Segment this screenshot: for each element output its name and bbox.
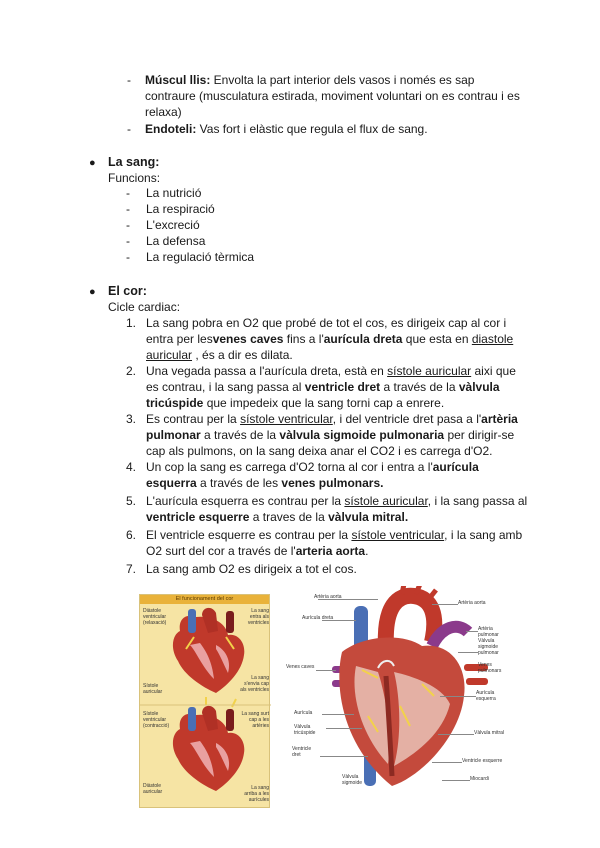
anatomy-label-left-6: Ventricle dret (292, 746, 312, 758)
step-number: 3. (126, 412, 137, 426)
bold-term: aurícula esquerra (146, 460, 479, 490)
endoteli-term: Endoteli: (145, 122, 197, 136)
sang-subheading: Funcions: (108, 171, 161, 185)
leader-line (438, 734, 474, 735)
dash-marker: - (126, 202, 130, 216)
step-text (146, 315, 531, 363)
left-label-3: Sístole auricular (143, 683, 163, 695)
leader-line (440, 696, 476, 697)
dash-marker: - (127, 122, 131, 136)
heart-anatomy-image (282, 586, 514, 810)
underlined-term: sístole auricular (387, 364, 472, 378)
bullet-icon: ● (89, 286, 96, 298)
step-text-segment: , i la sang amb O2 surt del cor a través de l' (146, 528, 523, 558)
step-text (146, 411, 531, 459)
bullet-icon: ● (89, 157, 96, 169)
step-text-segment: aixi que es contrau, i la sang passa al (146, 364, 516, 394)
step-text-segment: a través de la (380, 380, 459, 394)
bold-term: artèria pulmonar (146, 412, 518, 442)
left-label-8: La sang arriba a les aurícules (244, 785, 269, 803)
function-label: La nutrició (146, 186, 202, 200)
function-label: La defensa (146, 234, 206, 248)
bold-term: venes pulmonars. (281, 476, 384, 490)
sang-heading: La sang: (108, 155, 160, 169)
step-text-segment: , i del ventricle dret pasa a l' (332, 412, 482, 426)
step-text (146, 459, 531, 491)
anatomy-label-right-7: Ventricle esquerre (462, 758, 503, 764)
anatomy-label-right-8: Miocardi (470, 776, 489, 782)
left-label-4: La sang s'envia cap als ventricles (240, 675, 269, 693)
step-text-segment: a través de la (200, 428, 280, 442)
step-text-segment: L'aurícula esquerra es contrau per la (146, 494, 345, 508)
bold-term: vàlvula tricúspide (146, 380, 500, 410)
bold-term: ventricle esquerre (146, 510, 250, 524)
leader-line (458, 652, 478, 653)
anatomy-label-right-6: Vàlvula mitral (474, 730, 505, 736)
step-number: 4. (126, 460, 137, 474)
leader-line (316, 670, 336, 671)
step-number: 1. (126, 316, 137, 330)
step-text-segment: , és a dir es dilata. (192, 348, 293, 362)
function-label: La regulació tèrmica (146, 250, 255, 264)
leader-line (442, 780, 470, 781)
function-label: La respiració (146, 202, 215, 216)
anatomy-label-right-3: Vàlvula sigmoide pulmonar (478, 638, 499, 656)
step-text (146, 527, 531, 559)
step-text (146, 493, 531, 525)
anatomy-label-left-5: Vàlvula tricúspide (294, 724, 316, 736)
left-label-5: Sístole ventricular (contracció) (143, 711, 170, 729)
dash-marker: - (126, 218, 130, 232)
heart-cycle-image (139, 594, 270, 808)
step-number: 5. (126, 494, 137, 508)
bold-term: vàlvula mitral. (328, 510, 409, 524)
step-text-segment: Un cop la sang es carrega d'O2 torna al cor i entra a l' (146, 460, 433, 474)
cor-subheading: Cicle cardiac: (108, 300, 181, 314)
underlined-term: sístole auricular (344, 494, 428, 508)
anatomy-label-right-2: Artèria pulmonar (478, 626, 499, 638)
leader-line (466, 631, 478, 632)
underlined-term: sístole ventricular (351, 528, 445, 542)
heart-cycle-illustration (140, 595, 271, 809)
dash-marker: - (126, 234, 130, 248)
bold-term: ventricle dret (304, 380, 381, 394)
anatomy-label-left-4: Aurícula (294, 710, 313, 716)
dash-marker: - (126, 186, 130, 200)
left-label-7: Diàstole auricular (143, 783, 163, 795)
muscul-llis-text: Envolta la part interior dels vasos i només es sap contraure (musculatura estirada, moviment voluntari on es contrau i es relaxa) (145, 73, 520, 119)
step-text (146, 561, 531, 577)
leader-line (432, 762, 462, 763)
step-number: 6. (126, 528, 137, 542)
step-text-segment: , i la sang passa al (427, 494, 528, 508)
bold-term: venes caves (212, 332, 284, 346)
bold-term: vàlvula sigmoide pulmonaria (279, 428, 445, 442)
anatomy-label-left-3: Venes caves (286, 664, 315, 670)
function-label: L'excreció (146, 218, 200, 232)
step-text-segment: El ventricle esquerre es contrau per la (146, 528, 352, 542)
leader-line (320, 756, 368, 757)
left-label-1: Diàstole ventricular (relaxació) (143, 608, 167, 626)
anatomy-label-left-2: Aurícula dreta (302, 615, 334, 621)
image-title: El funcionament del cor (140, 595, 269, 604)
underlined-term: sístole ventricular (240, 412, 333, 426)
step-text-segment: Una vegada passa a l'aurícula dreta, està en (146, 364, 388, 378)
leader-line (326, 728, 362, 729)
left-label-6: La sang surt cap a les artèries (241, 711, 269, 729)
step-text-segment: . (365, 544, 369, 558)
endoteli-text: Vas fort i elàstic que regula el flux de sang. (196, 122, 428, 136)
left-label-2: La sang entra als ventricles (247, 608, 269, 626)
step-text (146, 363, 531, 411)
anatomy-label-left-1: Artèria aorta (314, 594, 342, 600)
muscul-llis-term: Múscul llis: (145, 73, 211, 87)
anatomy-label-right-4: Venes pulmonars (478, 662, 502, 674)
step-text-segment: La sang amb O2 es dirigeix a tot el cos. (146, 562, 357, 576)
step-text-segment: que esta en (402, 332, 472, 346)
step-text-segment: a traves de la (249, 510, 329, 524)
cor-heading: El cor: (108, 284, 147, 298)
step-text-segment: que impedeix que la sang torni cap a enrere. (203, 396, 445, 410)
step-text-segment: per dirigir-se cap als pulmons, on la sang deixa anar el CO2 i es carrega d'O2. (146, 428, 515, 458)
leader-line (322, 714, 354, 715)
step-text-segment: a través de les (196, 476, 282, 490)
leader-line (432, 604, 458, 605)
dash-marker: - (126, 250, 130, 264)
anatomy-label-right-1: Artèria aorta (458, 600, 486, 606)
step-number: 2. (126, 364, 137, 378)
anatomy-label-left-7: Vàlvula sigmoide (342, 774, 363, 786)
bold-term: arteria aorta (295, 544, 366, 558)
underlined-term: diastole auricular (146, 332, 514, 362)
anatomy-label-right-5: Aurícula esquerra (476, 690, 496, 702)
bold-term: aurícula dreta (323, 332, 403, 346)
step-text-segment: fins a l' (283, 332, 324, 346)
step-text-segment: La sang pobra en O2 que probé de tot el cos, es dirigeix cap al cor i entra per les (146, 316, 507, 346)
step-number: 7. (126, 562, 137, 576)
step-text-segment: Es contrau per la (146, 412, 241, 426)
dash-marker: - (127, 73, 131, 87)
